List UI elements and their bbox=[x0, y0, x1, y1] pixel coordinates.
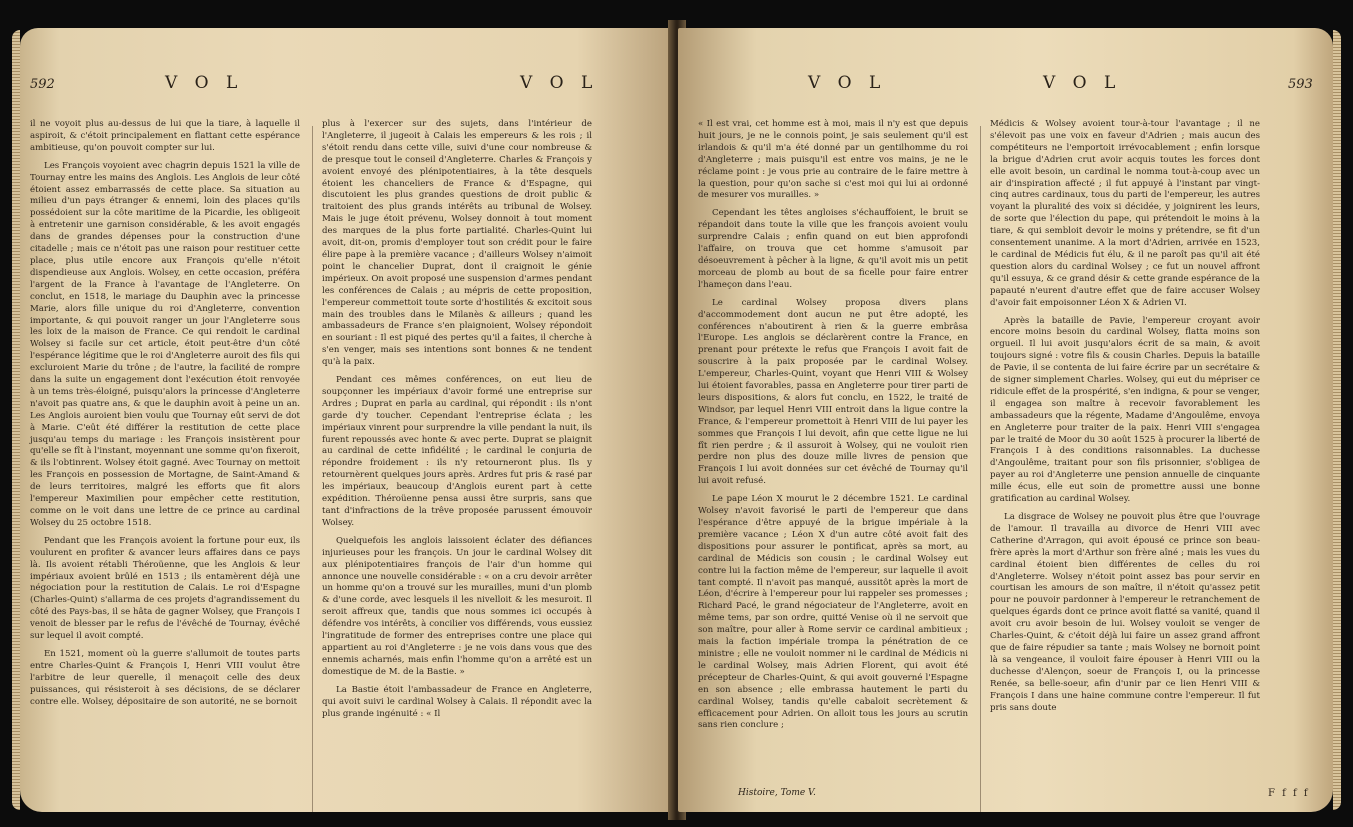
column-rule bbox=[312, 126, 313, 812]
column-rule bbox=[980, 126, 981, 812]
paragraph: La disgrace de Wolsey ne pouvoit plus être que l'ouvrage de l'amour. Il travailla au divorce de Henri VIII avec Catherine d'Arragon, qui avoit épousé ce prince son beau-frère après la mort d'Arthur son frère aîné ; mais les vues du cardinal étoient bien différentes de celles du roi d'Angleterre. Wolsey n'étoit point assez bas pour servir en courtisan les amours de son maître, il n'étoit qu'assez petit pour ne pouvoir pardonner à l'empereur le retranchement de quelques égards dont ce prince avoit flatté sa vanité, quand il avoit cru avoir besoin de lui. Wolsey vouloit se venger de Charles-Quint, & c'étoit déjà lui faire un assez grand affront que de faire répudier sa tante ; mais Wolsey ne bornoit point là sa vengeance, il vouloit faire épouser à Henri VIII ou la duchesse d'Alençon, soeur de François I, ou la princesse Renée, sa belle-soeur, afin d'unir par ce lien Henri VIII & François I dans une haine commune contre l'empereur. Il fut pris sans doute bbox=[990, 512, 1260, 713]
left-column-2 bbox=[322, 119, 592, 726]
paragraph: Après la bataille de Pavie, l'empereur croyant avoir encore moins besoin du cardinal Wolsey, flatta moins son orgueil. Il lui avoit jusqu'alors écrit de sa main, & avoit toujours signé : votre fils & cousin Charles. Depuis la bataille de Pavie, il se contenta de lui faire écrire par un secrétaire & de signer simplement Charles. Wolsey, qui eut du mépriser ce ridicule effet de la prospérité, s'en indigna, & pour se venger, il engagea son maître à recevoir favorablement les ambassadeurs que la régente, Madame d'Angoulême, envoya en Angleterre pour traiter de la paix. Henri VIII s'engagea par le traité de Moor du 30 août 1525 à procurer la liberté de François I à des conditions raisonnables. La duchesse d'Angoulême, traitant pour son fils prisonnier, s'obligea de payer au roi d'Angleterre une pension annuelle de cinquante mille écus, elle eut soin de promettre aussi une bonne gratification au cardinal Wolsey. bbox=[990, 315, 1260, 505]
paragraph: plus à l'exercer sur des sujets, dans l'intérieur de l'Angleterre, il jugeoit à Calais les empereurs & les rois ; il s'étoit rendu dans cette ville, suivi d'une cour nombreuse & de presque tout le conseil d'Angleterre. Charles & François y avoient envoyé des plénipotentiaires, à la tête desquels étoient les chanceliers de France & d'Espagne, qui discutoient les plus grandes questions de droit public & traitoient des plus grands intérêts au tribunal de Wolsey. Mais le juge étoit prévenu, Wolsey donnoit à tout moment des marques de la plus forte partialité. Charles-Quint lui avoit, dit-on, promis d'employer tout son crédit pour le faire élire pape à la première vacance ; d'ailleurs Wolsey n'aimoit point le chancelier Duprat, dont il craignoit le génie impérieux. On avoit proposé une suspension d'armes pendant les conférences de Calais ; au mépris de cette proposition, l'empereur commettoit toute sorte d'hostilités & excitoit sous main des troubles dans le Milanès & ailleurs ; quand les ambassadeurs de France s'en plaignoient, Wolsey répondoit en souriant : Il est piqué des pertes qu'il a faites, il cherche à s'en venger, mais ses intentions sont bonnes & ne tendent qu'à la paix. bbox=[322, 119, 592, 368]
paragraph: Pendant que les François avoient la fortune pour eux, ils voulurent en profiter & avancer leurs affaires dans ce pays là. Ils avoient rétabli Théroüenne, que les Anglois & leur impériaux avoient brûlé en 1513 ; ils entamèrent déjà une négociation pour la restitution de Calais. Le roi d'Espagne (Charles-Quint) s'allarma de ces projets d'agrandissement du côté des Pays-bas, il se hâta de gagner Wolsey, que François I venoit de blesser par le refus de l'évêché de Tournay, évêché sur lequel il avoit compté. bbox=[30, 535, 300, 642]
right-page bbox=[678, 28, 1333, 812]
paragraph: Pendant ces mêmes conférences, on eut lieu de soupçonner les impériaux d'avoir formé une entreprise sur Ardres ; Duprat en parla au cardinal, qui répondit : ils n'ont garde d'y toucher. Cependant l'entreprise éclata ; les impériaux vinrent pour surprendre la ville pendant la nuit, ils furent repoussés avec honte & avec perte. Duprat se plaignit au cardinal de cette infidélité ; le cardinal le conjuria de répondre froidement : ils n'y retourneront plus. Ils y retournèrent quelques jours après. Ardres fut pris & rasé par les impériaux, beaucoup d'Anglois eurent part à cette expédition. Théroüenne pensa aussi être surpris, sans que tant d'infractions de la trêve proposée parussent émouvoir Wolsey. bbox=[322, 375, 592, 528]
right-running-head-2: V O L bbox=[1043, 73, 1122, 93]
signature-mark: F f f f bbox=[1268, 788, 1310, 799]
paragraph: Cependant les têtes angloises s'échauffoient, le bruit se répandoit dans toute la ville que les françois avoient voulu surprendre Calais ; enfin quand on eut bien approfondi l'affaire, on trouva que cet homme s'amusoit par désoeuvrement à pêcher à la ligne, & qu'il avoit mis un petit morceau de plomb au bout de sa ficelle pour faire entrer l'hameçon dans l'eau. bbox=[698, 208, 968, 290]
left-running-head-2: V O L bbox=[520, 73, 599, 93]
paragraph: Quelquefois les anglois laissoient éclater des défiances injurieuses pour les françois. Un jour le cardinal Wolsey dit aux plénipotentiaires françois de l'air d'un homme qui annonce une nouvelle considérable : « on a cru devoir arrêter un homme qu'on a trouvé sur les murailles, muni d'un plomb & d'une corde, avec lesquels il les nivelloit & les mesuroit. Il seroit affreux que, tandis que nous sommes ici occupés à défendre vos intérêts, à concilier vos différends, vous eussiez l'ingratitude de former des entreprises contre une place qui appartient au roi d'Angleterre : je ne vois dans vous que des ennemis acharnés, mais enfin l'homme qu'on a arrêté est un domestique de M. de la Bastie. » bbox=[322, 535, 592, 677]
paragraph: « Il est vrai, cet homme est à moi, mais il n'y est que depuis huit jours, je ne le connois point, je sais seulement qu'il est irlandois & qu'il m'a été donné par un gentilhomme du roi d'Angleterre ; mais puisqu'il est entre vos mains, je ne le réclame point : je vous prie au contraire de le faire mettre à la question, pour qu'on sache si c'est moi qui lui ai ordonné de mesurer vos murailles. » bbox=[698, 119, 968, 201]
left-page-number: 592 bbox=[30, 77, 55, 92]
right-running-head-1: V O L bbox=[808, 73, 887, 93]
right-page-number: 593 bbox=[1288, 77, 1313, 92]
volume-footer: Histoire, Tome V. bbox=[738, 788, 816, 798]
paragraph: il ne voyoit plus au-dessus de lui que la tiare, à laquelle il aspiroit, & c'étoit principalement en flattant cette espérance ambitieuse, qu'on pouvoit compter sur lui. bbox=[30, 119, 300, 153]
right-column-2 bbox=[990, 119, 1260, 720]
left-column-1 bbox=[30, 119, 300, 715]
paragraph: Médicis & Wolsey avoient tour-à-tour l'avantage ; il ne s'élevoit pas une voix en faveur d'Adrien ; mais aucun des compétiteurs ne l'emportoit irrévocablement ; enfin lorsque la brigue d'Adrien crut avoir acquis toutes les forces dont elle avoit besoin, un cardinal le nomma tout-à-coup avec un air d'inspiration affecté ; il fut appuyé à l'instant par vingt-cinq autres cardinaux, tous du parti de l'empereur, les autres voyant la pluralité des voix si décidée, y joignirent les leurs, de sorte que l'élection du pape, qui prétendoit le moins à la tiare, & qui sembloit devoir le moins y prétendre, se fit d'un consentement unanime. A la mort d'Adrien, arrivée en 1523, le cardinal de Médicis fut élu, & il ne paroît pas qu'il ait été question alors du cardinal Wolsey ; ce fut un nouvel affront qu'il essuya, & ce grand désir & cette grande espérance de la papauté n'eurent d'autre effet que de faire accuser Wolsey d'avoir fait empoisonner Léon X & Adrien VI. bbox=[990, 119, 1260, 308]
left-running-head-1: V O L bbox=[165, 73, 244, 93]
left-page bbox=[20, 28, 675, 812]
paragraph: En 1521, moment où la guerre s'allumoit de toutes parts entre Charles-Quint & François I, Henri VIII voulut être l'arbitre de leur querelle, il menaçoit celle des deux puissances, qui résisteroit à ses décisions, de se déclarer contre elle. Wolsey, dépositaire de son autorité, ne se bornoit bbox=[30, 648, 300, 707]
right-page-edge bbox=[1333, 30, 1341, 810]
paragraph: La Bastie étoit l'ambassadeur de France en Angleterre, qui avoit suivi le cardinal Wolsey à Calais. Il répondit avec la plus grande ingénuité : « Il bbox=[322, 684, 592, 719]
left-page-edge bbox=[12, 30, 20, 810]
paragraph: Le cardinal Wolsey proposa divers plans d'accommodement dont aucun ne put être adopté, les conférences n'aboutirent à rien & la guerre embrâsa l'Europe. Les anglois se déclarèrent contre la France, en prenant pour prétexte le refus que François I avoit fait de souscrire à la paix proposée par le cardinal Wolsey. L'empereur, Charles-Quint, voyant que Henri VIII & Wolsey lui étoient favorables, passa en Angleterre pour tirer parti de leurs dispositions, & alors fut conclu, en 1522, le traité de Windsor, par lequel Henri VIII entroit dans la ligue contre la France, & l'empereur promettoit à Henri VIII de lui payer les sommes que François I lui devoit, afin que cette ligue ne lui fît rien perdre ; & il assuroit à Wolsey, qui ne vouloit rien perdre non plus des douze mille livres de pension que François I lui avoit données sur cet évêché de Tournay qu'il lui avoit refusé. bbox=[698, 297, 968, 487]
paragraph: Les François voyoient avec chagrin depuis 1521 la ville de Tournay entre les mains des Anglois. Les Anglois de leur côté étoient assez embarrassés de cette place. Sa situation au milieu d'un pays étranger & ennemi, loin des places qu'ils possédoient sur la côte maritime de la Picardie, les obligeoit à entretenir une garnison considérable, & les avoit engagés dans de grandes dépenses pour la construction d'une citadelle ; mais ce n'étoit pas une raison pour restituer cette place, plus utile encore aux François qu'elle n'étoit dispendieuse aux Anglois. Wolsey, en cette occasion, préféra l'argent de la France à l'avantage de l'Angleterre. On conclut, en 1518, le mariage du Dauphin avec la princesse Marie, alors fille unique du roi d'Angleterre, convention importante, & qui pouvoit ranger un jour l'Angleterre sous les loix de la maison de France. Ce qui rendoit le cardinal Wolsey si facile sur cet article, étoit peut-être d'un côté l'espérance légitime que le roi d'Angleterre auroit des fils qui excluroient Marie du trône ; de l'autre, la facilité de rompre dans la suite un engagement dont l'exécution étoit renvoyée à un tems très-éloigné, puisqu'alors la princesse d'Angleterre n'avoit pas quatre ans, & que le dauphin avoit à peine un an. Les Anglois auroient bien voulu que Tournay eût servi de dot à Marie. C'eût été différer la restitution de cette place jusqu'au temps du mariage : les François insistèrent pour qu'elle se fît à l'instant, moyennant une somme qu'on fixeroit, & ils l'obtinrent. Wolsey étoit gagné. Avec Tournay on mettoit les François en possession de Mortagne, de Saint-Amand & de leurs territoires, malgré les efforts que fit alors l'empereur Maximilien pour empêcher cette restitution, comme on le voit dans une lettre de ce prince au cardinal Wolsey du 25 octobre 1518. bbox=[30, 160, 300, 528]
paragraph: Le pape Léon X mourut le 2 décembre 1521. Le cardinal Wolsey n'avoit favorisé le parti de l'empereur que dans l'espérance d'être appuyé de la brigue impériale à la première vacance ; Léon X d'un autre côté avoit fait des dispositions pour assurer le pontificat, après sa mort, au cardinal de Médicis son cousin ; le cardinal Wolsey eut contre lui la faction même de l'empereur, sur laquelle il avoit tant compté. Il n'avoit pas manqué, aussitôt après la mort de Léon, d'écrire à l'empereur pour lui rappeler ses promesses ; Richard Pacé, le grand négociateur de l'Angleterre, avoit en même tems, par son ordre, quitté Venise où il ne servoit que son maître, pour aller à Rome servir ce cardinal ambitieux ; mais la faction impériale trompa la pénétration de ce ministre ; elle ne vouloit nommer ni le cardinal de Médicis ni le cardinal Wolsey, mais Adrien Florent, qui avoit été précepteur de Charles-Quint, & qui avoit gouverné l'Espagne en son absence ; elle embrassa hautement le parti du cardinal Wolsey, tandis qu'elle cabaloit secrètement & efficacement pour Adrien. On alloit tous les jours au scrutin sans rien conclure ; bbox=[698, 494, 968, 731]
right-column-1 bbox=[698, 119, 968, 738]
